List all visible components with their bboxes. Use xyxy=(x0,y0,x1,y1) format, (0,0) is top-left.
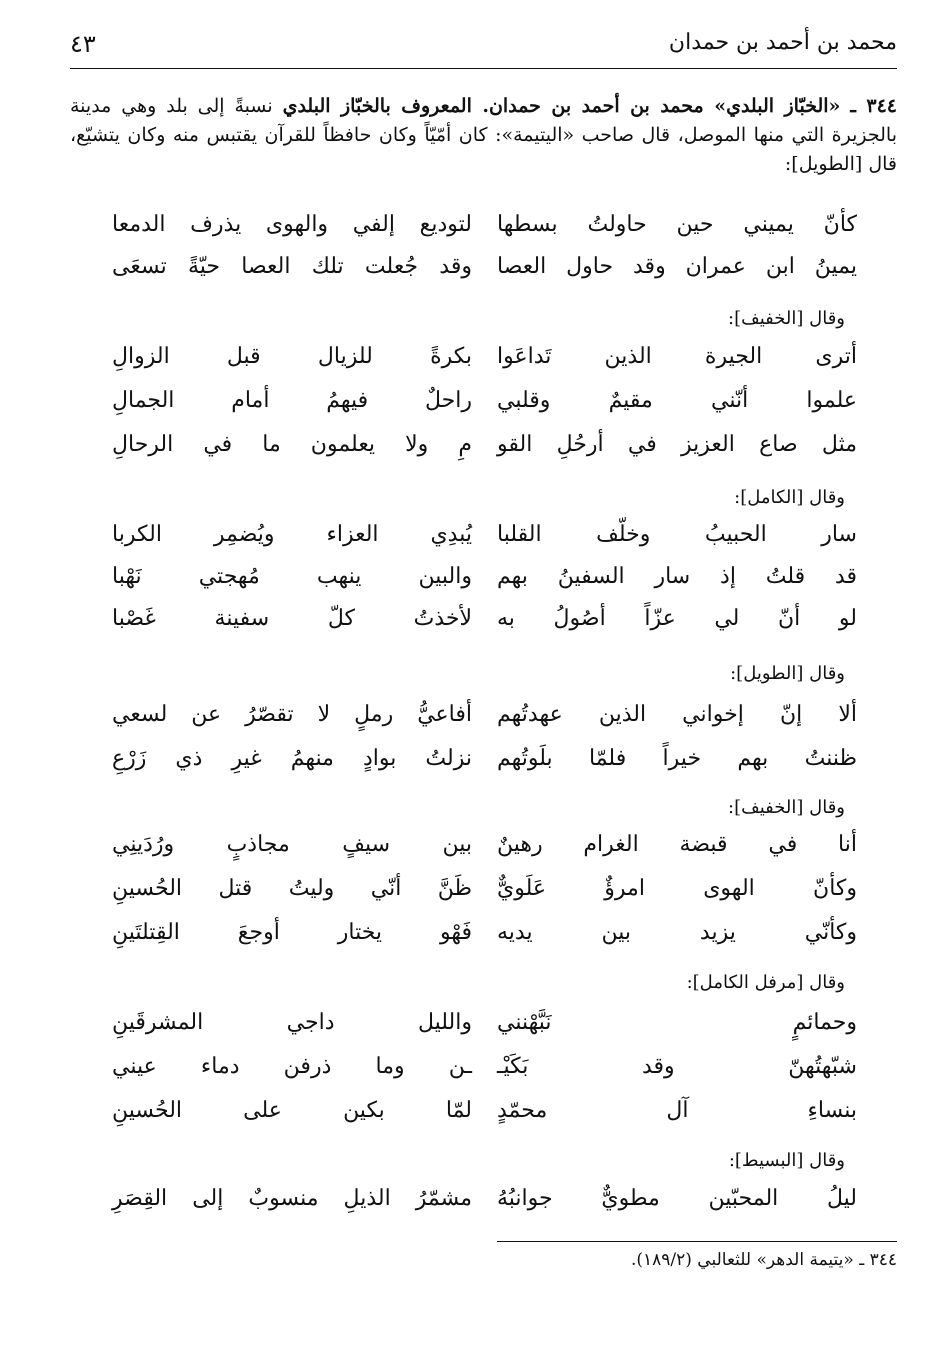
first-hemistich: كأنّ يميني حين حاولتُ بسطها xyxy=(497,212,857,237)
first-hemistich: وكأنّ الهوى امرؤٌ عَلَويٌّ xyxy=(497,876,857,901)
second-hemistich: مشمّرُ الذيلِ منسوبٌ إلى القِصَرِ xyxy=(112,1186,472,1211)
verse-line xyxy=(70,212,897,248)
running-title: محمد بن أحمد بن حمدان xyxy=(668,30,897,55)
page-number: ٤٣ xyxy=(70,30,96,58)
second-hemistich: فَهْو يختار أوجعَ القِتلتَينِ xyxy=(112,920,472,945)
verse-line xyxy=(70,1098,897,1134)
second-hemistich: لأخذتُ كلّ سفينة غَصْبا xyxy=(112,606,472,631)
first-hemistich: علموا أنّني مقيمٌ وقلبي xyxy=(497,388,857,413)
meter-heading: وقال [الخفيف]: xyxy=(728,308,845,329)
second-hemistich: لمّا بكين على الحُسينِ xyxy=(112,1098,472,1123)
second-hemistich: والبين ينهب مُهجتي نَهْبا xyxy=(112,564,472,589)
meter-heading: وقال [البسيط]: xyxy=(728,1150,845,1171)
meter-heading: وقال [الخفيف]: xyxy=(728,797,845,818)
first-hemistich: أترى الجيرة الذين تَداعَوا xyxy=(497,344,857,369)
first-hemistich: ليلُ المحبّين مطويٌّ جوانبُهُ xyxy=(497,1186,857,1211)
second-hemistich: أفاعيُّ رملٍ لا تقصّرُ عن لسعي xyxy=(112,702,472,727)
verse-line xyxy=(70,1186,897,1222)
first-hemistich: يمينُ ابن عمران وقد حاول العصا xyxy=(497,254,857,279)
verse-line xyxy=(70,746,897,782)
verse-line xyxy=(70,388,897,424)
verse-line xyxy=(70,832,897,868)
footnote: ٣٤٤ ـ «يتيمة الدهر» للثعالبي (١٨٩/٢). xyxy=(630,1250,897,1270)
second-hemistich: يُبدِي العزاء ويُضمِر الكربا xyxy=(112,522,472,547)
verse-line xyxy=(70,432,897,468)
entry-text-3: يقتبس منه وكان يتشيّع، قال [الطويل]: xyxy=(70,124,897,175)
meter-heading: وقال [مرفل الكامل]: xyxy=(686,972,845,993)
entry-paragraph xyxy=(70,92,897,179)
entry-name: «الخبّاز البلدي» محمد بن أحمد بن حمدان. المعروف بالخبّاز البلدي xyxy=(282,95,841,117)
second-hemistich: مِ ولا يعلمون ما في الرحالِ xyxy=(112,432,472,457)
first-hemistich: قد قلتُ إذ سار السفينُ بهم xyxy=(497,564,857,589)
footnote-rule xyxy=(497,1241,897,1242)
verse-line xyxy=(70,1054,897,1090)
verse-line xyxy=(70,1010,897,1046)
second-hemistich: ـن وما ذرفن دماء عيني xyxy=(112,1054,472,1079)
second-hemistich: وقد جُعلت تلك العصا حيّةً تسعَى xyxy=(112,254,472,279)
first-hemistich: شبّهتُهنّ وقد بَكَيْـ xyxy=(497,1054,857,1079)
first-hemistich: لو أنّ لي عزّاً أصُولُ به xyxy=(497,606,857,631)
second-hemistich: والليل داجي المشرقَينِ xyxy=(112,1010,472,1035)
verse-line xyxy=(70,606,897,642)
page-header xyxy=(70,30,897,64)
second-hemistich: نزلتُ بوادٍ منهمُ غيرِ ذي زَرْعِ xyxy=(112,746,472,771)
verse-line xyxy=(70,522,897,558)
first-hemistich: ألا إنّ إخواني الذين عهدتُهم xyxy=(497,702,857,727)
verse-line xyxy=(70,254,897,290)
first-hemistich: بنساءِ آل محمّدٍ xyxy=(497,1098,857,1123)
entry-text-2: وهي مدينة بالجزيرة التي منها الموصل، قال صاحب «اليتيمة»: كان أمّيّاً وكان حافظاً للقرآن xyxy=(70,95,897,146)
first-hemistich: أنا في قبضة الغرام رهينٌ xyxy=(497,832,857,857)
verse-line xyxy=(70,920,897,956)
verse-line xyxy=(70,564,897,600)
second-hemistich: راحلٌ فيهمُ أمام الجمالِ xyxy=(112,388,472,413)
second-hemistich: بين سيفٍ مجاذبٍ ورُدَينِي xyxy=(112,832,472,857)
verse-line xyxy=(70,344,897,380)
second-hemistich: لتوديع إلفي والهوى يذرف الدمعا xyxy=(112,212,472,237)
entry-number: ٣٤٤ ـ xyxy=(850,95,898,117)
second-hemistich: بكرةً للزيال قبل الزوالِ xyxy=(112,344,472,369)
first-hemistich: ظننتُ بهم خيراً فلمّا بلَوتُهم xyxy=(497,746,857,771)
second-hemistich: ظَنَّ أنّي وليتُ قتل الحُسينِ xyxy=(112,876,472,901)
entry-text-1: نسبةً إلى بلد xyxy=(166,95,273,117)
meter-heading: وقال [الكامل]: xyxy=(734,487,845,508)
header-rule xyxy=(70,68,897,69)
first-hemistich: مثل صاع العزيز في أرحُلِ القو xyxy=(497,432,857,457)
first-hemistich: سار الحبيبُ وخلّف القلبا xyxy=(497,522,857,547)
verse-line xyxy=(70,876,897,912)
first-hemistich: وكأنّي يزيد بين يديه xyxy=(497,920,857,945)
first-hemistich: وحمائمٍ نَبَّهْنني xyxy=(497,1010,857,1035)
meter-heading: وقال [الطويل]: xyxy=(730,663,845,684)
verse-line xyxy=(70,702,897,738)
